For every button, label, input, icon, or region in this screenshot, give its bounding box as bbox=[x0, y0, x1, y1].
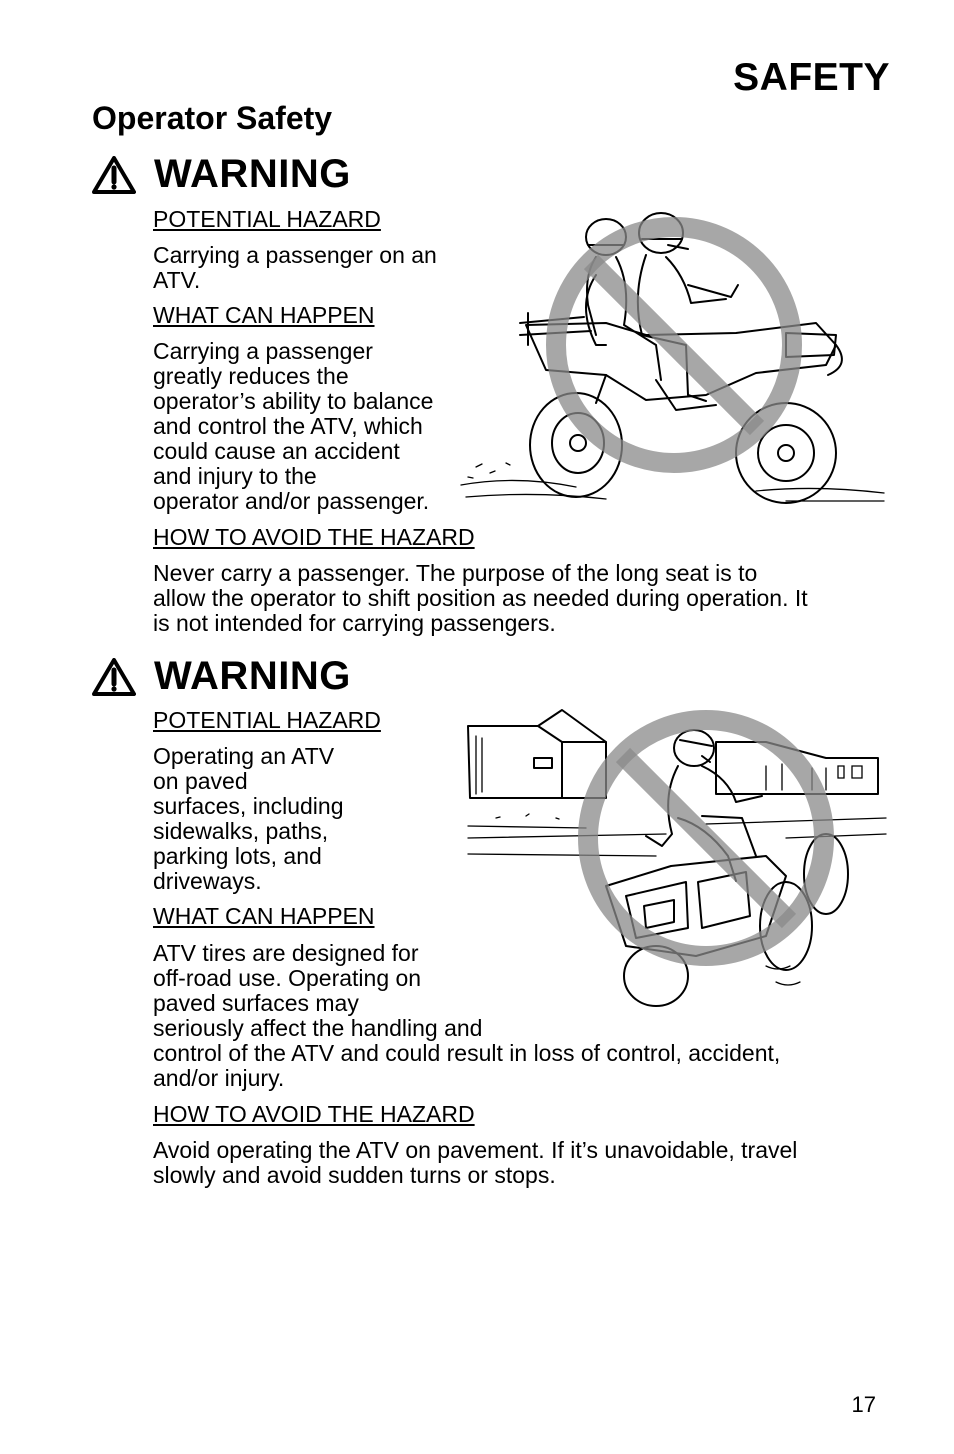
how-to-avoid-text-1: Never carry a passenger. The purpose of the long seat is to allow the operator to shift position as needed during operation. It is not intended for carrying passengers. bbox=[153, 560, 808, 636]
dirt-specks bbox=[468, 463, 510, 478]
how-to-avoid-text-2: Avoid operating the ATV on pavement. If it’s unavoidable, travel slowly and avoid sudden turns or stops. bbox=[153, 1137, 798, 1188]
section-title: SAFETY bbox=[733, 56, 890, 99]
potential-hazard-label-2: POTENTIAL HAZARD bbox=[153, 707, 381, 733]
warning-triangle-icon bbox=[92, 658, 136, 696]
warning-title-2: WARNING bbox=[154, 654, 351, 698]
warning-heading-2 bbox=[92, 654, 351, 699]
house-left bbox=[468, 710, 606, 798]
what-can-happen-text-1: Carrying a passenger greatly reduces the operator’s ability to balance and control the ATV, which could cause an accident and injury to the operator and/or passenger. bbox=[153, 338, 434, 514]
potential-hazard-label-1: POTENTIAL HAZARD bbox=[153, 206, 381, 232]
pavement-prohibited-illustration bbox=[466, 706, 888, 1012]
warning-triangle-icon bbox=[92, 156, 136, 194]
how-to-avoid-label-2: HOW TO AVOID THE HAZARD bbox=[153, 1101, 475, 1127]
ground-lines bbox=[461, 480, 884, 501]
passenger-prohibited-illustration bbox=[456, 205, 888, 510]
page-number: 17 bbox=[851, 1392, 876, 1417]
potential-hazard-text-2: Operating an ATV on paved surfaces, including sidewalks, paths, parking lots, and driveways. bbox=[153, 743, 344, 894]
grass-marks bbox=[496, 814, 559, 819]
what-can-happen-text-2: ATV tires are designed for off-road use. Operating on paved surfaces may seriously affect the handling and control of the ATV and could result in loss of control, accident, and/or injury. bbox=[153, 940, 781, 1091]
what-can-happen-label-1: WHAT CAN HAPPEN bbox=[153, 302, 375, 328]
potential-hazard-text-1: Carrying a passenger on an ATV. bbox=[153, 242, 437, 293]
what-can-happen-label-2: WHAT CAN HAPPEN bbox=[153, 903, 375, 929]
warning-heading-1 bbox=[92, 152, 351, 197]
subsection-title: Operator Safety bbox=[92, 100, 333, 136]
no-symbol-icon bbox=[556, 227, 792, 463]
how-to-avoid-label-1: HOW TO AVOID THE HAZARD bbox=[153, 524, 475, 550]
warning-title-1: WARNING bbox=[154, 152, 351, 196]
